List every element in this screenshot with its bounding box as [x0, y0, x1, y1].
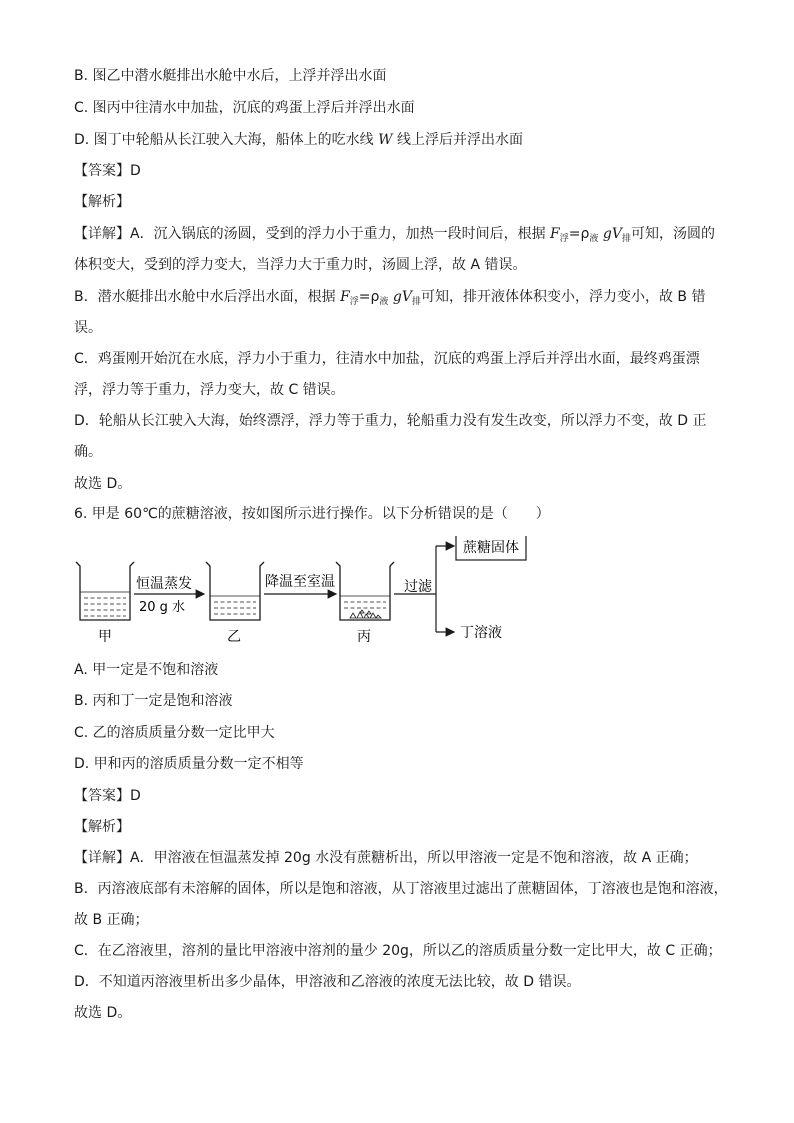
- beaker-bing-label: 丙: [357, 629, 371, 645]
- formula-v-sub: 排: [411, 297, 421, 307]
- q5-detail-d-line1: D．轮船从长江驶入大海，始终漂浮，浮力等于重力，轮船重力没有发生改变，所以浮力不变，故 D 正: [74, 413, 707, 429]
- beaker-jia: [76, 562, 134, 620]
- q5-detail-c-line1: C．鸡蛋刚开始沉在水底，浮力小于重力，往清水中加盐，沉底的鸡蛋上浮后并浮出水面，最终鸡蛋漂: [74, 351, 700, 367]
- q5-option-b: B. 图乙中潜水艇排出水舱中水后，上浮并浮出水面: [74, 68, 387, 84]
- q5-detail-a-text-1: 【详解】A．沉入锅底的汤圆，受到的浮力小于重力，加热一段时间后，根据: [74, 226, 551, 242]
- solid-box-label: 蔗糖固体: [463, 540, 519, 556]
- q5-conclusion: 故选 D。: [74, 476, 132, 492]
- q6-option-a: A. 甲一定是不饱和溶液: [74, 662, 219, 678]
- formula-f: F: [550, 226, 560, 242]
- q6-detail-a: 【详解】A．甲溶液在恒温蒸发掉 20g 水没有蔗糖析出，所以甲溶液一定是不饱和溶液，故 A 正确；: [74, 850, 698, 866]
- q5-answer: 【答案】D: [74, 163, 141, 179]
- q6-diagram: [60, 536, 540, 648]
- q5-detail-b-text-2: 可知，排开液体体积变小，浮力变小，故 B 错: [420, 289, 706, 305]
- beaker-yi-label: 乙: [227, 629, 241, 645]
- q5-detail-b-text-1: B．潜水艇排出水舱中水后浮出水面，根据: [74, 289, 341, 305]
- q5-detail-b-line2: 误。: [74, 320, 102, 336]
- liquid-label: 丁溶液: [460, 625, 502, 641]
- buoyancy-formula-b: [340, 289, 421, 305]
- beaker-bing: [336, 562, 394, 620]
- beaker-jia-label: 甲: [98, 629, 112, 645]
- q5-analysis-label: 【解析】: [74, 194, 130, 210]
- q5-option-d-variable: W: [378, 132, 393, 148]
- step2-label: 降温至室温: [265, 574, 335, 590]
- formula-f: F: [340, 289, 350, 305]
- q6-option-d: D. 甲和丙的溶质质量分数一定不相等: [74, 756, 304, 772]
- q5-detail-b-line1: [74, 287, 706, 312]
- q6-option-c: C. 乙的溶质质量分数一定比甲大: [74, 725, 275, 741]
- formula-rho-sub: 液: [589, 234, 599, 244]
- q5-detail-a-line1: [74, 224, 715, 249]
- q6-analysis-label: 【解析】: [74, 819, 130, 835]
- q6-answer: 【答案】D: [74, 788, 141, 804]
- q5-detail-c-line2: 浮，浮力等于重力，浮力变大，故 C 错误。: [74, 382, 345, 398]
- q6-option-b: B. 丙和丁一定是饱和溶液: [74, 693, 233, 709]
- formula-v-sub: 排: [621, 234, 631, 244]
- q5-option-d-text-2: 线上浮后并浮出水面: [392, 132, 523, 148]
- q6-detail-b-line2: 故 B 正确；: [74, 912, 149, 928]
- buoyancy-formula-a: [550, 226, 631, 242]
- beaker-yi: [206, 562, 264, 620]
- step1-top-label: 恒温蒸发: [136, 576, 192, 592]
- q5-detail-a-line2: 体积变大，受到的浮力变大，当浮力大于重力时，汤圆上浮，故 A 错误。: [74, 257, 527, 273]
- q5-detail-d-line2: 确。: [74, 444, 102, 460]
- q6-conclusion: 故选 D。: [74, 1005, 132, 1021]
- formula-rho-sub: 液: [379, 297, 389, 307]
- formula-gv: gV: [392, 289, 412, 305]
- crystals: [350, 610, 381, 618]
- step1-bottom-label: 20 g 水: [138, 600, 186, 615]
- formula-gv: gV: [602, 226, 622, 242]
- q6-detail-b-line1: B．丙溶液底部有未溶解的固体，所以是饱和溶液，从丁溶液里过滤出了蔗糖固体，丁溶液也是饱和溶液，: [74, 881, 728, 897]
- q6-detail-c: C．在乙溶液里，溶剂的量比甲溶液中溶剂的量少 20g，所以乙的溶质质量分数一定比甲大，故 C 正确；: [74, 943, 722, 959]
- formula-f-sub: 浮: [349, 297, 359, 307]
- formula-f-sub: 浮: [559, 234, 569, 244]
- step3-label: 过滤: [404, 579, 432, 595]
- q5-option-c: C. 图丙中往清水中加盐，沉底的鸡蛋上浮后并浮出水面: [74, 100, 415, 116]
- q5-option-d: [74, 130, 523, 150]
- formula-eq: =ρ: [568, 226, 590, 242]
- q5-detail-a-text-2: 可知，汤圆的: [630, 226, 715, 242]
- q5-option-d-text-1: D. 图丁中轮船从长江驶入大海，船体上的吃水线: [74, 132, 379, 148]
- q6-stem: 6. 甲是 60℃的蔗糖溶液，按如图所示进行操作。以下分析错误的是（ ）: [74, 506, 550, 522]
- formula-eq: =ρ: [358, 289, 380, 305]
- q6-detail-d: D．不知道丙溶液里析出多少晶体，甲溶液和乙溶液的浓度无法比较，故 D 错误。: [74, 974, 581, 990]
